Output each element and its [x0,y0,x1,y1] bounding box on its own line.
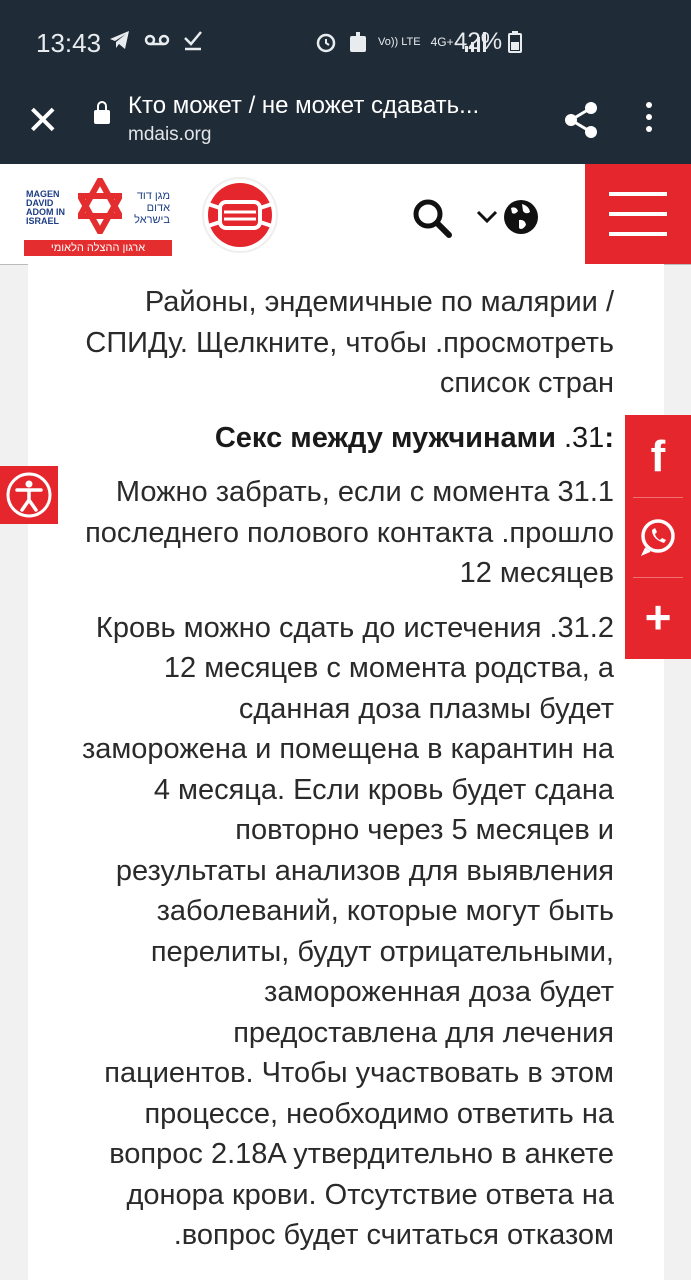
whatsapp-icon [638,517,678,557]
share-icon[interactable] [562,100,600,140]
chevron-down-icon [476,209,498,225]
page-domain[interactable]: mdais.org [128,124,212,145]
heading-number: .31 [564,421,605,454]
mask-logo-icon[interactable] [200,176,280,254]
whatsapp-share-button[interactable] [625,497,691,577]
section-heading [80,418,614,459]
site-header [0,164,691,265]
page-title[interactable]: Кто может / не может сдавать... [128,92,480,119]
volte-indicator: Vo)) LTE [378,35,421,48]
article-paragraph: Кровь можно сдать до истечения .31.2 12 месяцев с момента родства, а сданная доза плазмы будет заморожена и помещена в карантин на 4 месяца. Если кровь будет сдана повторно через 5 месяцев и результаты анализов для выявления заболеваний, которые могут быть перелиты, будут отрицательными, замороженная доза будет предоставлена для лечения пациентов. Чтобы участвовать в этом процессе, необходимо ответить на вопрос 2.18A утвердительно в анкете донора крови. Отсутствие ответа на .вопрос будет считаться отказом [81,611,614,1251]
social-share-bar [625,415,691,659]
article-paragraph: Районы, эндемичные по малярии / СПИДу. Щелкните, чтобы .просмотреть список стран [85,286,614,399]
security-icon [348,30,368,54]
telegram-icon [108,28,132,52]
article-paragraph: Можно забрать, если с момента 31.1 последнего полового контакта .прошло 12 месяцев [85,476,614,589]
browser-toolbar [0,88,691,164]
globe-icon [502,198,540,236]
language-selector[interactable] [476,198,540,236]
overflow-menu-icon[interactable] [646,102,654,138]
close-tab-button[interactable]: ✕ [26,99,60,143]
heading-text: :Секс между мужчинами [214,421,614,454]
voicemail-icon [144,28,170,52]
more-share-button[interactable]: + [644,591,672,643]
alarm-icon [314,30,338,54]
facebook-share-button[interactable]: f [650,432,666,481]
notification-icons [108,28,204,52]
accessibility-button[interactable] [0,466,58,524]
star-of-david-icon [78,178,122,234]
logo-text-he: מגן דוד אדום בישראל [134,190,170,226]
status-bar [0,0,691,88]
accessibility-icon [5,471,53,519]
lock-icon [94,110,110,124]
battery-icon [508,31,522,53]
mda-logo[interactable] [24,172,174,258]
logo-text-en: MAGEN DAVID ADOM IN ISRAEL [26,189,65,226]
battery-percent: 42% [454,28,503,55]
status-time: 13:43 [36,28,102,58]
download-done-icon [182,28,204,52]
network-type: 4G+ [430,35,454,49]
hamburger-menu-button[interactable] [585,164,691,264]
search-icon[interactable] [412,198,452,238]
logo-banner: ארגון ההצלה הלאומי [24,240,172,256]
article-content [80,282,614,1270]
